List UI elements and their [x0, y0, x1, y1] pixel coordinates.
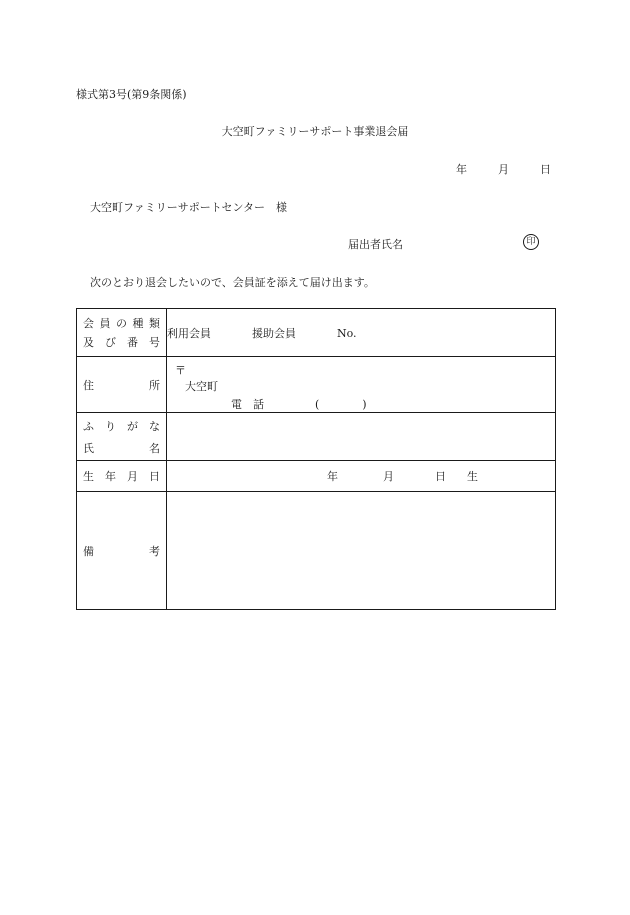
- withdrawal-form-table: [76, 308, 556, 610]
- address-label: 住 所: [77, 357, 167, 413]
- member-type-value[interactable]: [167, 309, 556, 357]
- date-line: [456, 161, 551, 177]
- applicant-name-label: 届出者氏名: [348, 238, 403, 251]
- birth-month: 月: [383, 470, 394, 483]
- seal-mark: 印: [523, 234, 539, 250]
- date-day: 日: [540, 163, 551, 176]
- member-type-support-option[interactable]: 援助会員: [252, 326, 296, 340]
- full-name-label: 氏 名: [83, 441, 160, 455]
- member-type-row: [77, 309, 556, 357]
- phone-line: [175, 396, 555, 412]
- birth-year: 年: [327, 470, 338, 483]
- form-number: 様式第3号(第9条関係): [76, 88, 187, 101]
- statement-text: 次のとおり退会したいので、会員証を添えて届け出ます。: [90, 276, 375, 289]
- document-title: 大空町ファミリーサポート事業退会届: [221, 125, 409, 138]
- remarks-row: [77, 492, 556, 610]
- birth-day: 日: [435, 470, 446, 483]
- name-label: [77, 413, 167, 461]
- address-value[interactable]: [167, 357, 556, 413]
- furigana-label: ふ り が な: [83, 419, 160, 433]
- date-year: 年: [456, 163, 467, 176]
- address-town: 大空町: [185, 380, 218, 393]
- birthdate-value[interactable]: [167, 461, 556, 492]
- phone-paren-close: ): [362, 398, 367, 411]
- member-type-label-line2: 及 び 番 号: [83, 336, 160, 349]
- name-value[interactable]: [167, 413, 556, 461]
- member-type-label-line1: 会 員 の 種 類: [83, 317, 160, 330]
- remarks-label: 備 考: [77, 492, 167, 610]
- phone-label: 電 話: [231, 398, 264, 411]
- birth-suffix: 生: [467, 470, 478, 483]
- date-month: 月: [498, 163, 509, 176]
- birthdate-label: 生 年 月 日: [77, 461, 167, 492]
- addressee: 大空町ファミリーサポートセンター 様: [90, 201, 288, 214]
- phone-paren-open: (: [315, 398, 320, 411]
- birthdate-row: [77, 461, 556, 492]
- remarks-value[interactable]: [167, 492, 556, 610]
- member-type-label: [77, 309, 167, 357]
- member-type-user-option[interactable]: 利用会員: [167, 326, 211, 340]
- address-row: [77, 357, 556, 413]
- postal-mark: 〒: [175, 364, 186, 377]
- member-number-label: No.: [337, 326, 357, 340]
- name-row: [77, 413, 556, 461]
